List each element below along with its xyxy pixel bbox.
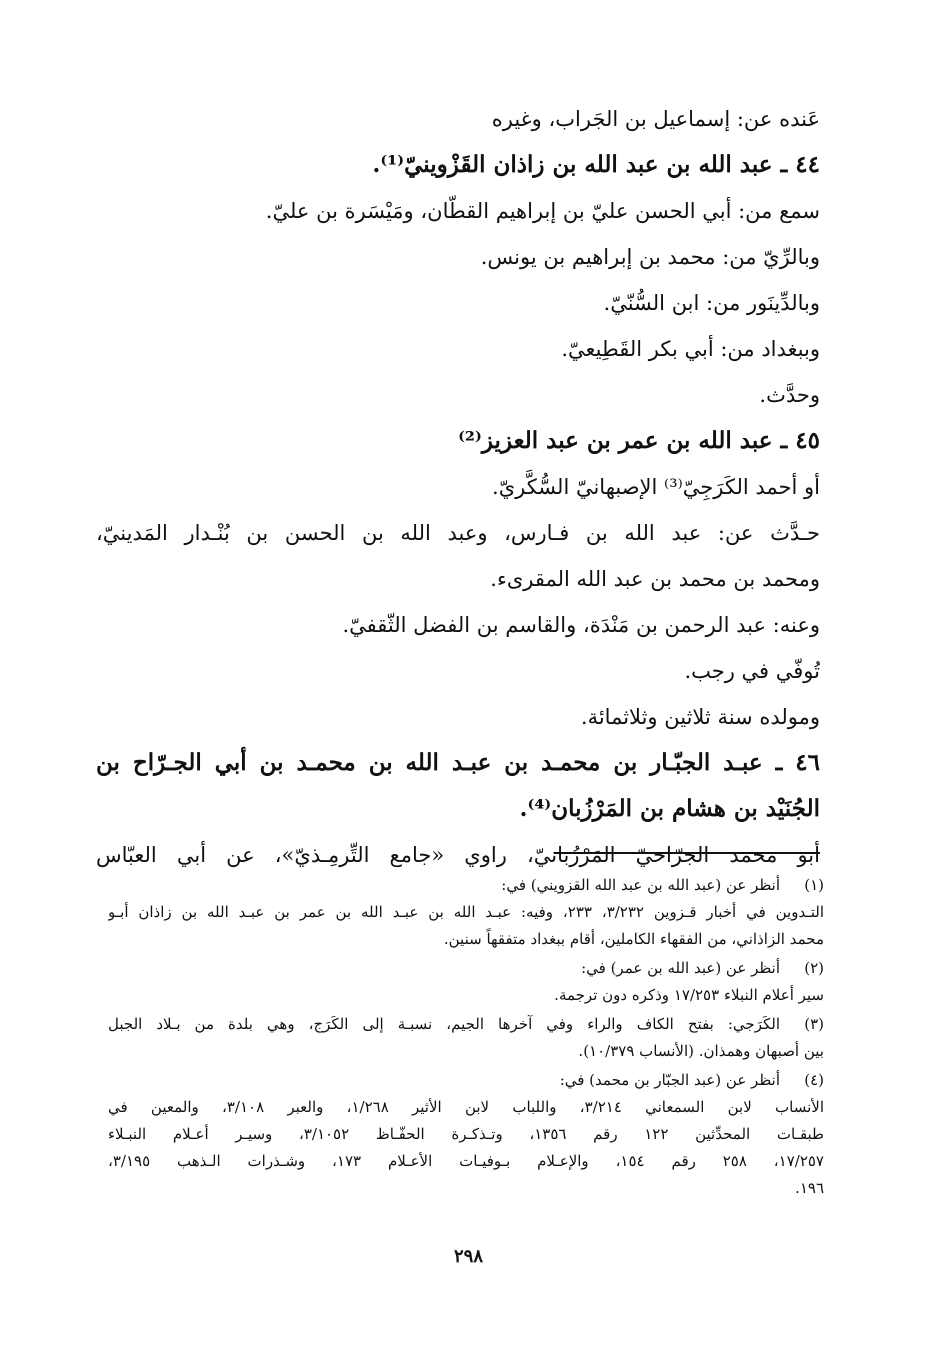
text-line: أبو محمد الجرّاحيّ المَرْزُبانيّ، راوي «جامع التِّرمِـذيّ»، عن أبي العبّاس <box>96 843 820 867</box>
footnote-line: طبقـات المحدِّثين ١٢٢ رقم ١٣٥٦، وتـذكـرة الحفّـاظ ٣/١٠٥٢، وسيـر أعـلام النبـلاء <box>108 1125 824 1143</box>
text-line: ومولده سنة ثلاثين وثلاثمائة. <box>580 705 820 729</box>
footnote-number: (٢) <box>804 959 824 977</box>
entry-heading-44: ٤٤ ـ عبد الله بن عبد الله بن زاذان القَزْوينيّ⁽¹⁾. <box>372 151 820 178</box>
footnote-line: أنظر عن (عبد الجبّار بن محمد) في: <box>559 1071 780 1089</box>
text-line: ومحمد بن محمد بن عبد الله المقرىء. <box>490 567 820 591</box>
entry-heading-46-cont: الجُنَيْد بن هشام بن المَرْزُبان⁽⁴⁾. <box>519 795 820 822</box>
entry-heading-46: ٤٦ ـ عبـد الجبّـار بن محمـد بن عبـد الله بن محمـد بن أبي الجـرّاح بن <box>96 749 820 776</box>
footnote-divider <box>554 852 820 854</box>
footnote-line: الأنساب لابن السمعاني ٣/٢١٤، واللباب لابن الأثير ١/٢٦٨، والعبر ٣/١٠٨، والمعين في <box>108 1098 824 1116</box>
footnote-1 <box>108 872 824 953</box>
text-line: وبالرِّيّ من: محمد بن إبراهيم بن يونس. <box>480 245 820 269</box>
footnote-4 <box>108 1067 824 1202</box>
text-line: وبالدِّينَور من: ابن السُّنّيّ. <box>603 291 820 315</box>
text-line: سمع من: أبي الحسن عليّ بن إبراهيم القطّان، ومَيْسَرة بن عليّ. <box>265 199 820 223</box>
text-line: وببغداد من: أبي بكر القَطِيعيّ. <box>561 337 820 361</box>
footnote-line: أنظر عن (عبد الله بن عبد الله القزويني) في: <box>501 876 780 894</box>
footnote-line: التـدوين في أخبار قـزوين ٣/٢٣٢، ٢٣٣، وفيه: عبـد الله بن عبـد الله بن عمر بن عبـد الله بن زاذان أبـو <box>108 903 824 921</box>
footnote-3 <box>108 1011 824 1065</box>
text-line: تُوفّي في رجب. <box>684 659 820 683</box>
footnote-2 <box>108 955 824 1009</box>
footnote-line: سير أعلام النبلاء ١٧/٢٥٣ وذكره دون ترجمة. <box>554 986 824 1004</box>
footnote-line: محمد الزاذاني، من الفقهاء الكاملين، أقام ببغداد متفقهاً سنين. <box>443 930 824 948</box>
text-line: وحدَّث. <box>759 383 820 407</box>
footnote-line: بين أصبهان وهمذان. (الأنساب ١٠/٣٧٩). <box>578 1042 824 1060</box>
footnote-number: (٤) <box>804 1071 824 1089</box>
entry-heading-45: ٤٥ ـ عبد الله بن عمر بن عبد العزيز⁽²⁾ <box>458 427 820 454</box>
footnote-line: ١٧/٢٥٧، ٢٥٨ رقم ١٥٤، والإعـلام بـوفيـات الأعـلام ١٧٣، وشـذرات الـذهب ٣/١٩٥، <box>108 1152 824 1170</box>
text-line: عَنده عن: إسماعيل بن الجَراب، وغيره <box>491 107 820 131</box>
main-text <box>96 96 820 878</box>
footnote-number: (٣) <box>804 1015 824 1033</box>
footnote-line: أنظر عن (عبد الله بن عمر) في: <box>581 959 780 977</box>
footnote-line: الكَرَجي: بفتح الكاف والراء وفي آخرها الجيم، نسبـة إلى الكَرَج، وهي بلدة من بـلاد الجبل <box>108 1015 780 1033</box>
footnotes <box>108 872 824 1204</box>
page-number: ٢٩٨ <box>453 1246 483 1267</box>
footnote-number: (١) <box>804 876 824 894</box>
text-line: أو أحمد الكَرَجِيّ⁽³⁾ الإصبهانيّ السُّكَّريّ. <box>492 475 820 499</box>
text-line: وعنه: عبد الرحمن بن مَنْدَة، والقاسم بن الفضل الثّقفيّ. <box>342 613 820 637</box>
text-line: حـدَّث عن: عبد الله بن فـارس، وعبد الله بن الحسن بن بُنْـدار المَدينيّ، <box>96 521 820 545</box>
footnote-line: ١٩٦. <box>795 1179 824 1197</box>
